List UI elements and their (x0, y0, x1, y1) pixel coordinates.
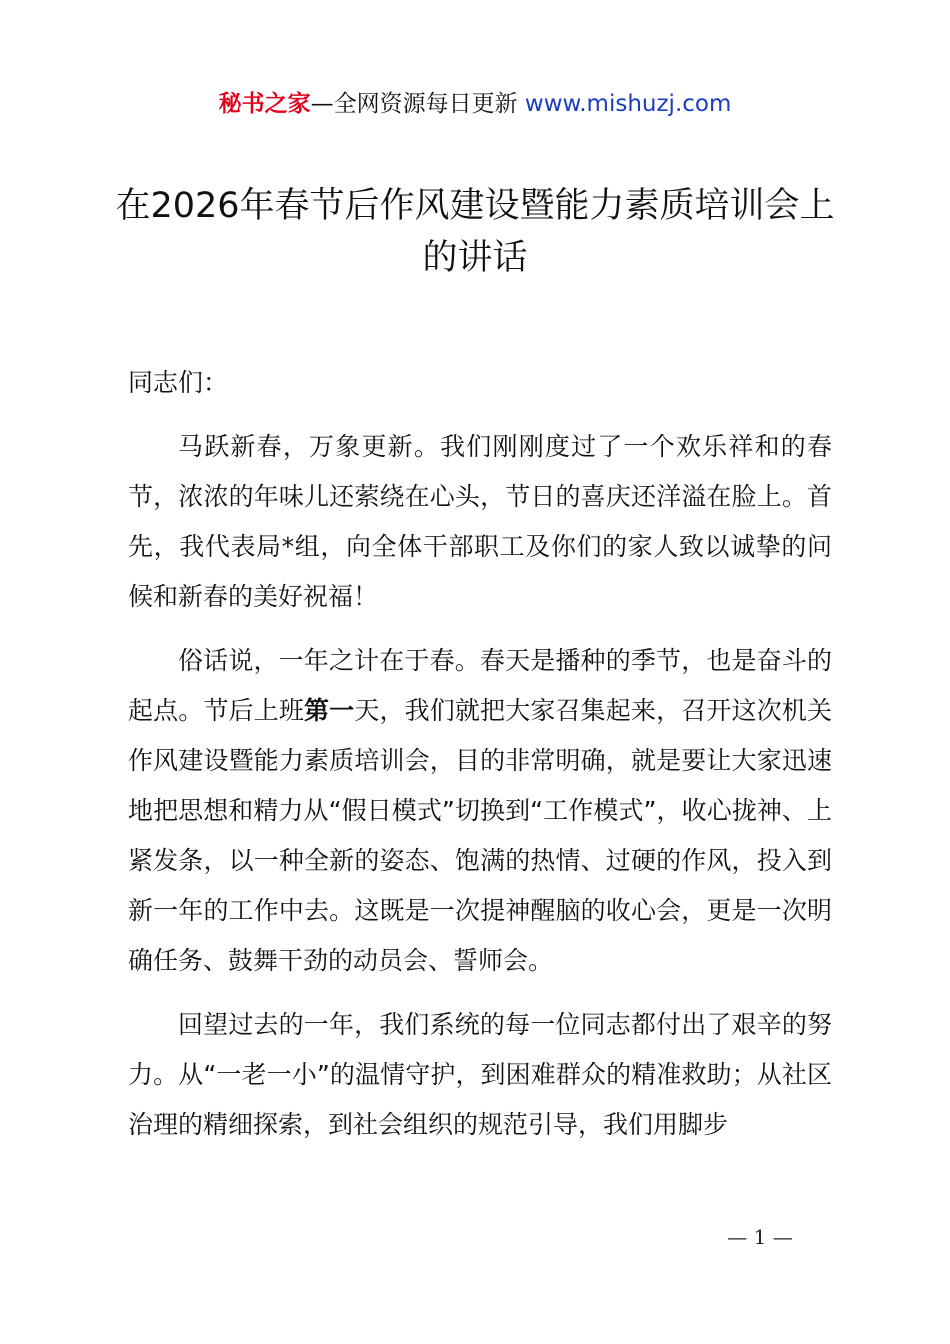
paragraph-2 (128, 636, 832, 986)
site-brand: 秘书之家 (218, 91, 311, 117)
paragraph-2-text-a: 俗话说，一年之计在于春。春天是播种的季节，也是奋斗的起点。节后上班 (128, 646, 832, 725)
paragraph-2-text-b: 天，我们就把大家召集起来，召开这次机关作风建设暨能力素质培训会，目的非常明确，就是要让大家迅速地把思想和精力从“假日模式”切换到“工作模式”，收心拢神、上紧发条，以一种全新的姿态、饱满的热情、过硬的作风，投入到新一年的工作中去。这既是一次提神醒脑的收心会，更是一次明确任务、鼓舞干劲的动员会、誓师会。 (128, 696, 832, 975)
site-url-link[interactable]: www.mishuzj.com (524, 91, 732, 117)
document-title: 在2026年春节后作风建设暨能力素质培训会上的讲话 (115, 186, 835, 278)
site-tagline: —全网资源每日更新 (310, 91, 525, 117)
site-header (0, 88, 950, 120)
paragraph-1: 马跃新春，万象更新。我们刚刚度过了一个欢乐祥和的春节，浓浓的年味儿还萦绕在心头，节日的喜庆还洋溢在脸上。首先，我代表局*组，向全体干部职工及你们的家人致以诚挚的问候和新春的美好祝福！ (128, 432, 832, 611)
document-body (128, 358, 832, 1164)
paragraph-2-bold-text: 第一 (304, 696, 355, 725)
page-number: — 1 — (727, 1225, 793, 1249)
salutation: 同志们： (128, 368, 229, 397)
paragraph-3: 回望过去的一年，我们系统的每一位同志都付出了艰辛的努力。从“一老一小”的温情守护，到困难群众的精准救助；从社区治理的精细探索，到社会组织的规范引导，我们用脚步 (128, 1010, 832, 1139)
